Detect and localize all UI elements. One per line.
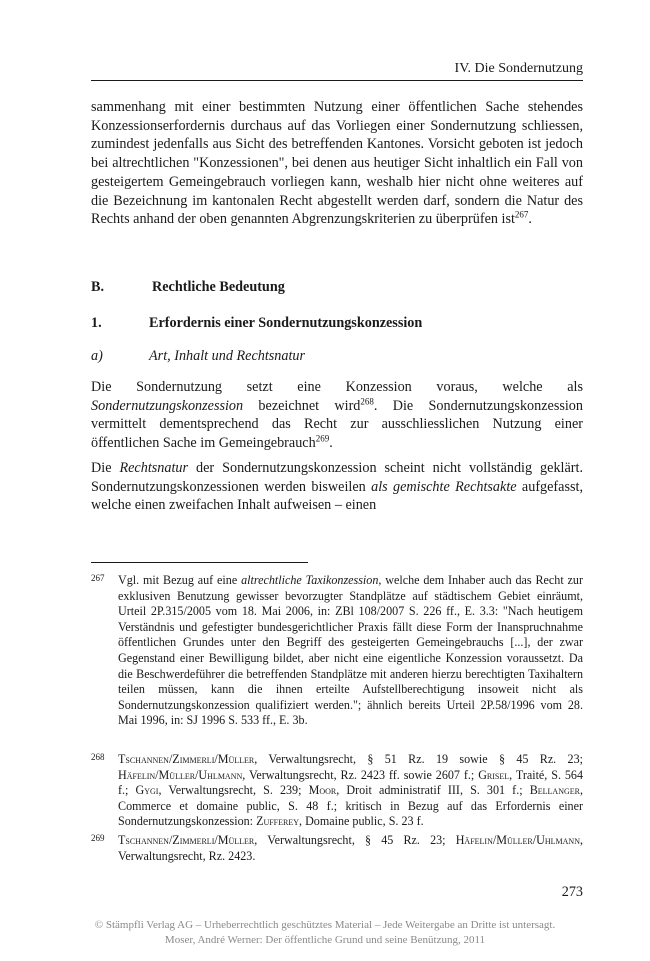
paragraph-end: . [329, 435, 333, 452]
header-rule [91, 80, 583, 81]
author-name: Grisel [478, 767, 510, 782]
footnote-268 [91, 752, 583, 830]
footnote-ref-268[interactable]: 268 [360, 395, 374, 406]
paragraph-text: der Sondernutzungskonzession scheint nicht vollständig geklärt. Sondernutzungskonzessionen werden bisweilen [91, 460, 583, 495]
paragraph-text: bezeichnet wird [243, 397, 361, 414]
emphasis-term: als gemischte Rechtsakte [371, 478, 517, 495]
emphasis-term: Rechtsnatur [119, 460, 189, 476]
paragraph-rechtsnatur [91, 459, 583, 515]
footnote-text-part: Vgl. mit Bezug auf eine [118, 573, 242, 587]
footnote-text [118, 752, 583, 830]
author-name: Häfelin/Müller/Uhlmann [118, 767, 243, 782]
footnote-text-part: , Domaine public, S. 23 f. [299, 814, 424, 829]
footnote-text-part: , Verwaltungsrecht, § 51 Rz. 19 sowie § 45 Rz. 23; [254, 752, 583, 766]
footnote-ref-269[interactable]: 269 [315, 433, 330, 444]
paragraph-text: . Die Sondernutzungskonzession vermittelt dementsprechend das Recht zur ausschliesslichen Nutzung einer öffentlichen Sache im Gemeingebrauch [91, 397, 583, 452]
author-name: Tschannen/Zimmerli/Müller [118, 833, 255, 847]
paragraph-text: sammenhang mit einer bestimmten Nutzung einer öffentlichen Sache stehendes Konzessionserfordernis durchaus auf das Vorliegen einer Sondernutzung schliessen, zumindest jedenfalls aus Sicht des betreffenden Kantones. Vorsicht geboten ist jedoch bei altrechtlichen "Konzessionen", bei denen aus heutiger Sicht inhaltlich ein Fall von gesteigertem Gemeingebrauch vorliegen kann, weshalb hier nicht ohne weiteres auf die Bezeichnung im kantonalen Recht abgestellt werden darf, sondern die Natur des Rechts anhand der oben genannten Abgrenzungskriterien zu überprüfen ist [91, 99, 583, 228]
section-title: Rechtliche Bedeutung [152, 279, 285, 295]
author-name: Bellanger [529, 783, 580, 798]
footnote-text-part: , Droit administratif III, S. 301 f.; [336, 783, 530, 798]
footnote-text [118, 833, 583, 864]
footnote-separator [91, 562, 308, 563]
footnote-number: 269 [91, 833, 105, 843]
copyright-notice [0, 918, 650, 947]
subsection-number: 1. [91, 315, 102, 331]
author-name: Häfelin/Müller/Uhlmann [455, 833, 580, 847]
subsection-title: Erfordernis einer Sondernutzungskonzession [149, 315, 423, 331]
footnote-text-part: , Verwaltungsrecht, Rz. 2423 ff. sowie 2607 f.; [242, 767, 479, 782]
paragraph-text: Die Sondernutzung setzt eine Konzession voraus, welche als [91, 379, 583, 395]
footnote-text-part: , Verwaltungsrecht, § 45 Rz. 23; [254, 833, 456, 847]
emphasis-term: Sondernutzungskonzession [91, 397, 244, 414]
footnote-text-part: , Verwaltungsrecht, Rz. 2423. [118, 833, 583, 863]
footnote-text-part: , Verwaltungsrecht, S. 239; [158, 783, 309, 798]
footnote-text-part: , welche dem Inhaber auch das Recht zur exklusiven Benutzung gewisser bevorzugter Standplätze auf städtischem Gebiet einräumt, Urteil 2P.315/2005 vom 18. Mai 2006, in: ZBl 108/2007 S. 226 ff., E. 3.3: "Nach heutigem Verständnis und gefestigter bundesgerichtlicher Praxis fällt diese Form der Inanspruchnahme öffentlichen Grundes unter den Begriff des gesteigerten Gemeingebrauchs [...], der zwar Gegenstand einer Bewilligung bildet, aber nicht eine eigentliche Konzession voraussetzt. Da die Beschwerdeführer die betreffenden Standplätze mit anderen hierzu berechtigten Taxihaltern teilen müssen, kann die ihnen erteilte Aufstellberechtigung insoweit nicht als Sondernutzungskonzession qualifiziert werden."; ähnlich bereits Urteil 2P.58/1996 vom 28. Mai 1996, in: SJ 1996 S. 533 ff., E. 3b. [118, 573, 583, 728]
author-name: Zufferey [256, 814, 300, 829]
paragraph-text: aufgefasst, welche einen zweifachen Inhalt aufweisen – einen [91, 478, 583, 514]
paragraph-text: Die [91, 460, 120, 476]
citation-line: Moser, André Werner: Der öffentliche Grund und seine Benützung, 2011 [164, 933, 486, 946]
author-name: Moor [308, 783, 337, 798]
author-name: Tschannen/Zimmerli/Müller [118, 752, 255, 766]
footnote-269 [91, 833, 583, 864]
footnote-text-part: , Commerce et domaine public, S. 48 f.; kritisch in Bezug auf das Erfordernis einer Sondernutzungskonzession: [118, 783, 584, 829]
footnote-number: 267 [91, 573, 105, 583]
paragraph-end: . [528, 211, 532, 228]
footnote-267 [91, 573, 583, 729]
author-name: Gygi [135, 783, 159, 798]
running-header: IV. Die Sondernutzung [454, 61, 583, 76]
paragraph-sondernutzung [91, 378, 583, 453]
footnote-ref-267[interactable]: 267 [514, 209, 529, 220]
subsubsection-title: Art, Inhalt und Rechtsnatur [149, 348, 306, 364]
footnote-text-part: , Traité, S. 564 f.; [118, 767, 583, 798]
copyright-line: © Stämpfli Verlag AG – Urheberrechtlich geschütztes Material – Jede Weitergabe an Dritte ist untersagt. [94, 919, 556, 931]
paragraph-continuation [91, 98, 583, 229]
subsubsection-number: a) [91, 348, 103, 364]
page-number: 273 [561, 884, 583, 900]
footnote-text [118, 573, 583, 729]
footnote-number: 268 [91, 752, 105, 762]
section-number: B. [91, 279, 105, 295]
footnote-emphasis: altrechtliche Taxikonzession [241, 573, 379, 587]
